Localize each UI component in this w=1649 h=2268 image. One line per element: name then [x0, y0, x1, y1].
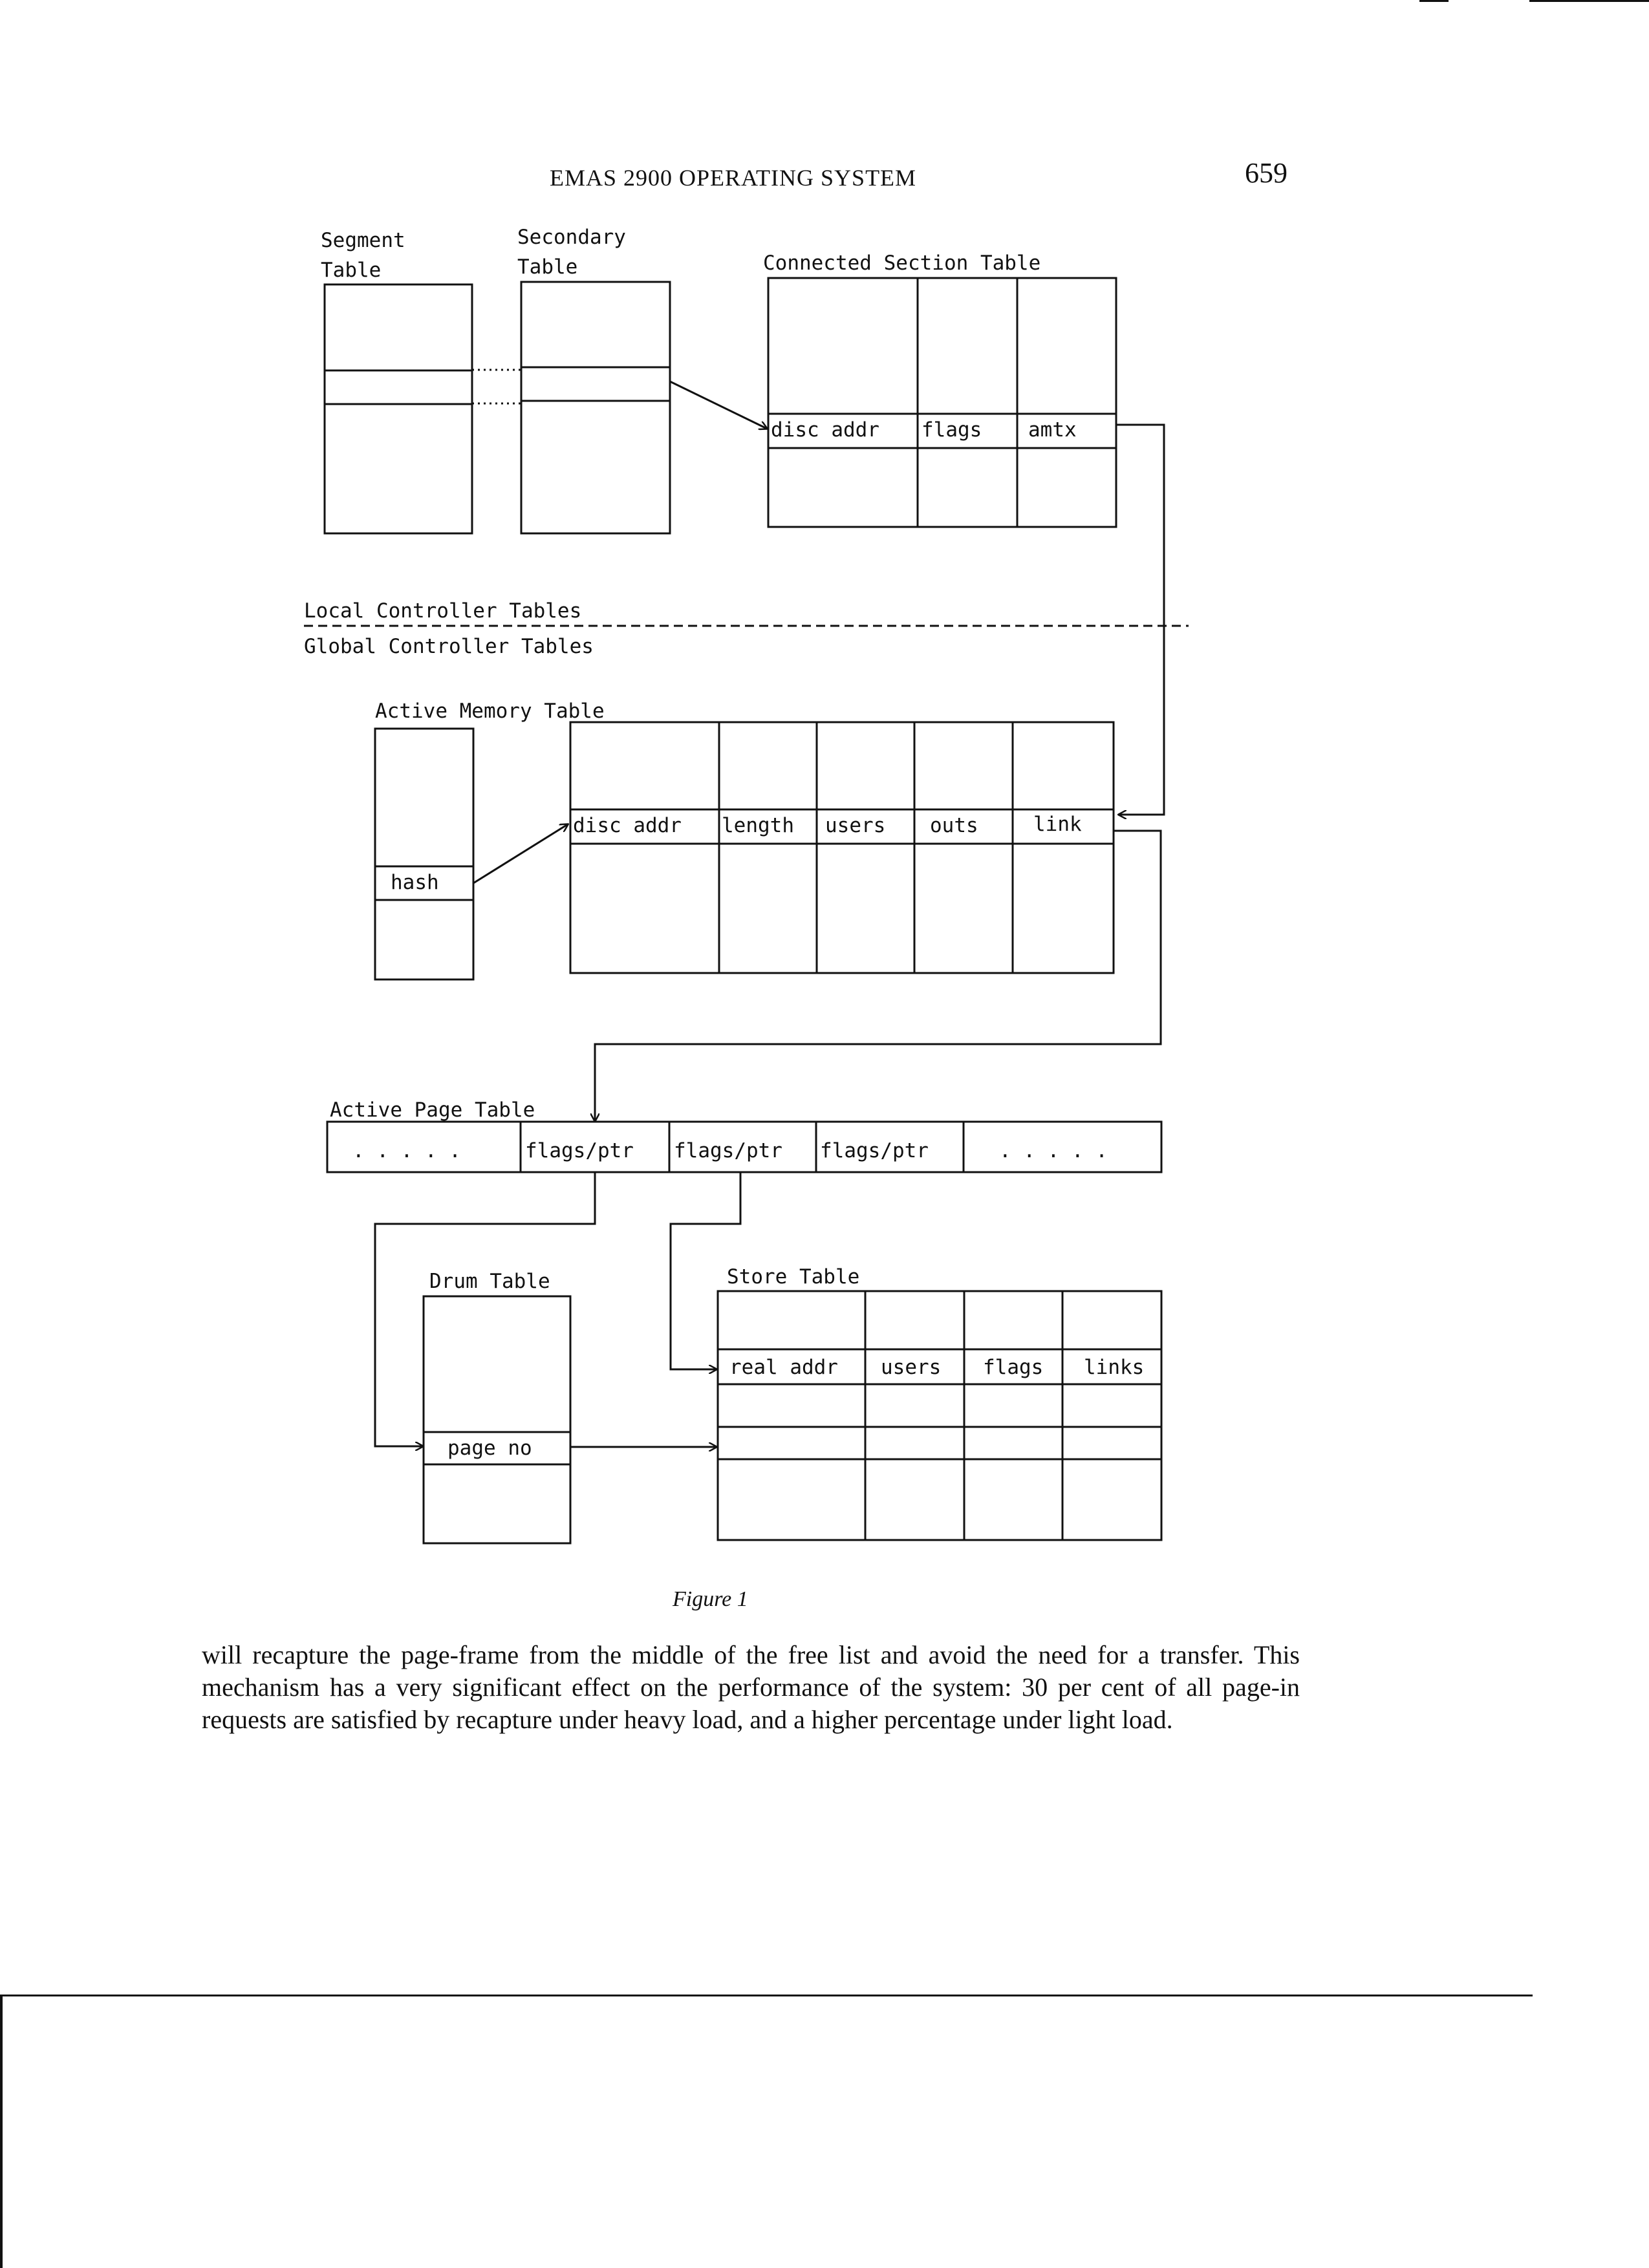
segment-table-label-2: Table: [321, 259, 382, 282]
drum-table: [424, 1296, 570, 1543]
amt-cell-outs: outs: [930, 814, 978, 837]
amt-cell-length: length: [722, 814, 794, 837]
secondary-table: [521, 282, 670, 533]
secondary-table-label-2: Table: [517, 255, 578, 279]
cst-cell-disc-addr: disc addr: [771, 418, 879, 442]
cst-cell-amtx: amtx: [1028, 418, 1077, 442]
active-memory-table: [570, 722, 1114, 973]
active-memory-table-label: Active Memory Table: [375, 700, 605, 723]
active-page-table-label: Active Page Table: [330, 1098, 535, 1122]
secondary-to-cst-arrow: [670, 381, 767, 429]
segment-table: [325, 284, 472, 533]
store-cell-users: users: [881, 1356, 942, 1379]
amt-cell-users: users: [825, 814, 886, 837]
drum-cell-page-no: page no: [447, 1437, 532, 1460]
apt-to-drum-arrow: [375, 1172, 595, 1446]
store-table-label: Store Table: [727, 1265, 860, 1289]
drum-table-label: Drum Table: [429, 1270, 550, 1293]
amt-cell-link: link: [1033, 813, 1082, 836]
store-cell-flags: flags: [983, 1356, 1044, 1379]
global-controller-label: Global Controller Tables: [304, 635, 594, 658]
amt-cell-disc-addr: disc addr: [573, 814, 682, 837]
connected-section-table: [768, 278, 1116, 527]
amtx-to-link-arrow: [1116, 425, 1164, 815]
hash-cell: hash: [391, 871, 439, 894]
local-controller-label: Local Controller Tables: [304, 599, 582, 623]
hash-table: [375, 729, 473, 979]
secondary-table-label-1: Secondary: [517, 226, 626, 249]
store-cell-real-addr: real addr: [729, 1356, 838, 1379]
hash-to-amt-arrow: [473, 824, 568, 883]
figure-caption: Figure 1: [673, 1587, 748, 1611]
scan-edge-horizontal: [0, 1995, 1533, 1996]
apt-cell-dots-left: . . . . .: [352, 1139, 461, 1162]
store-table: [718, 1291, 1161, 1540]
link-to-apt-arrow: [595, 831, 1161, 1121]
running-head: EMAS 2900 OPERATING SYSTEM: [550, 165, 917, 191]
body-paragraph: will recapture the page-frame from the middle of the free list and avoid the need for a transfer. This mechanism has a very significant effect on the performance of the system: 30 per cent of all page-in requests are satisfied by recapture under heavy load, and a higher percentage under light load.: [202, 1640, 1300, 1734]
connected-section-table-label: Connected Section Table: [763, 251, 1041, 275]
cst-cell-flags: flags: [921, 418, 982, 442]
scan-edge-top: [1529, 0, 1649, 2]
apt-cell-dots-right: . . . . .: [999, 1139, 1108, 1162]
segment-table-label-1: Segment: [321, 229, 405, 252]
scan-edge-vertical: [0, 1995, 3, 2268]
scan-edge-top-dash: [1419, 0, 1449, 2]
page-number: 659: [1245, 157, 1288, 189]
apt-cell-flags-ptr-2: flags/ptr: [674, 1139, 782, 1162]
store-cell-links: links: [1084, 1356, 1145, 1379]
apt-cell-flags-ptr-3: flags/ptr: [820, 1139, 929, 1162]
apt-cell-flags-ptr-1: flags/ptr: [525, 1139, 634, 1162]
